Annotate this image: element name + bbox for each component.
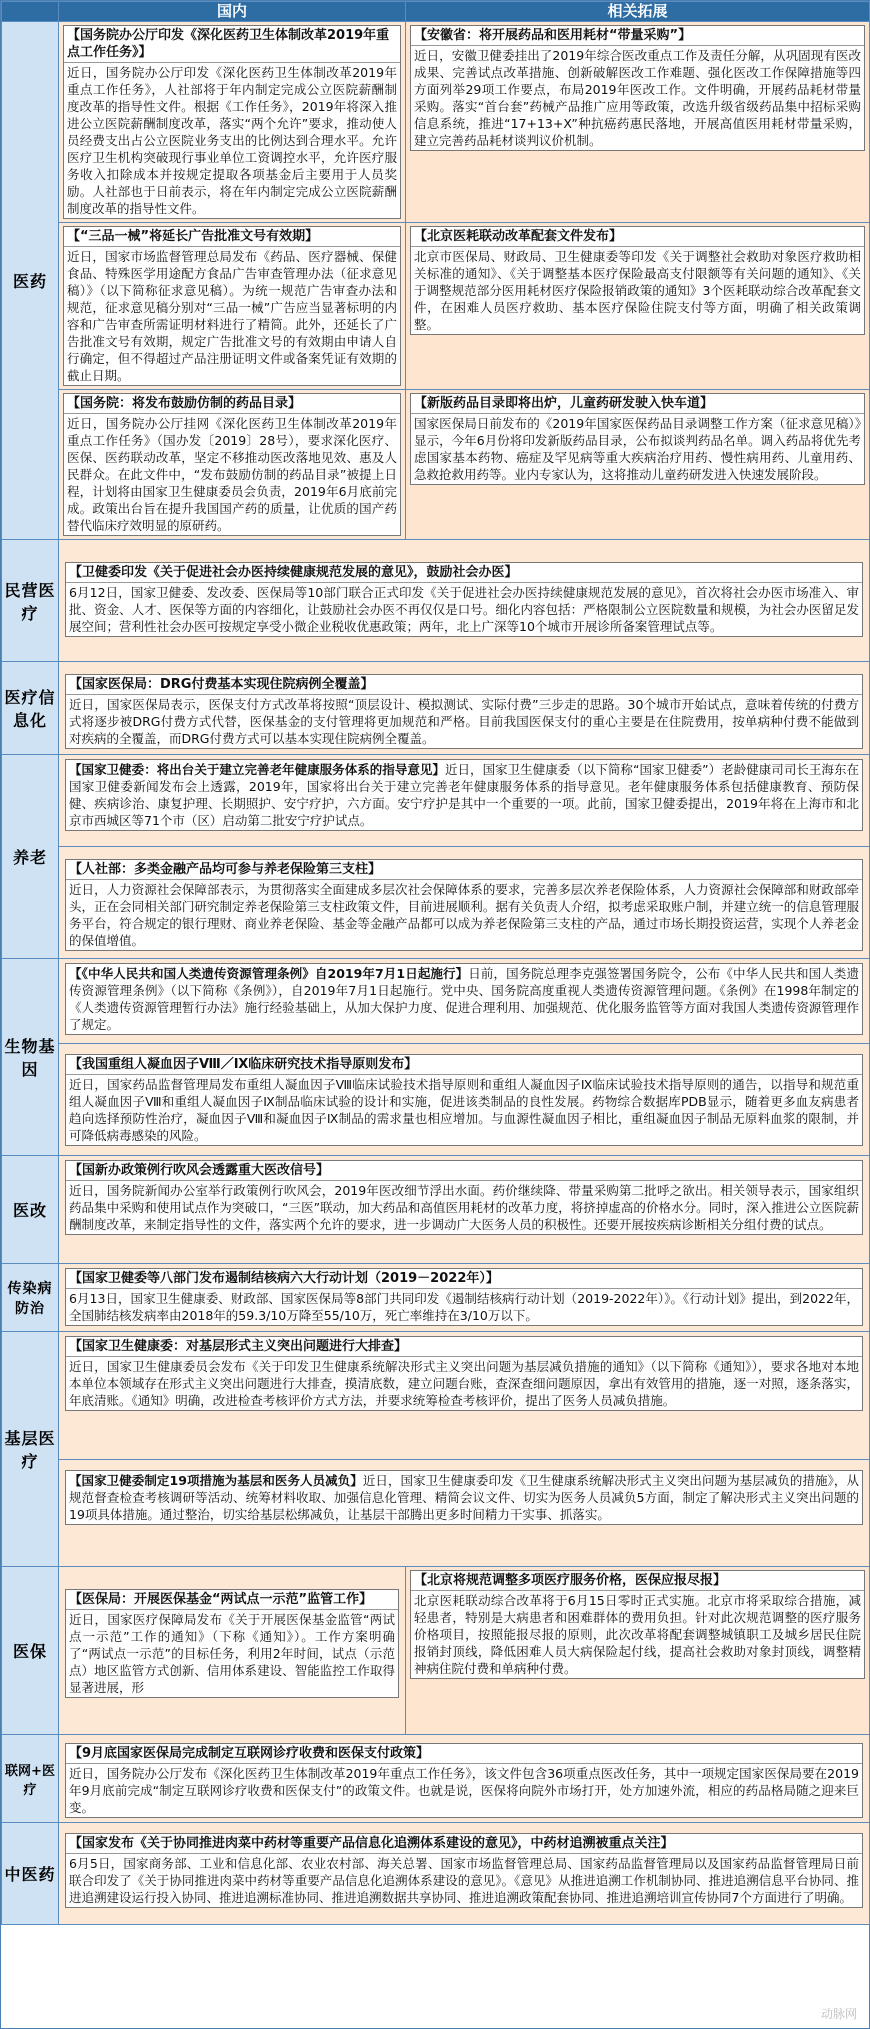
category-primary-care: 基层医疗 [2,1332,59,1567]
table-row [2,1044,870,1156]
item-body: 近日，安徽卫健委挂出了2019年综合医改重点工作及责任分解，从巩固现有医改成果、完善试点改革措施、创新破解医改工作难题、强化医改工作保障措施等四方面列举29项工作要点，布局2019年医改工作。文件明确，开展药品耗材带量采购。落实“首台套”药械产品推广应用等政策，改选升级省级药品集中招标采购信息系统，推进“17+13+X”种抗癌药惠民落地，开展高值医用耗材带量采购，建立完善药品耗材谈判议价机制。 [414,48,861,148]
item-body: 近日，国家卫生健康委印发《卫生健康系统解决形式主义突出问题为基层减负的措施》，从规范督查检查考核调研等活动、统筹材料收取、加强信息化管理、精简会议文件、切实为医务人员减负5方面，制定了解决形式主义突出问题的19项具体措施。通过整治，切实给基层松绑减负，让基层干部腾出更多时间精力干实事、抓落实。 [69,1473,859,1522]
elderly-cell-1 [59,755,870,847]
pharma-left-2 [59,223,406,390]
item-body: 近日，国务院新闻办公室举行政策例行吹风会，2019年医改细节浮出水面。药价继续降、带量采购第二批呼之欲出。相关领导表示，国家组织药品集中采购和使用试点作为突破口，“三医”联动，加大药品和高值医用耗材的改革力度，将挤掉虚高的价格水分。同时，深入推进公立医院薪酬制度改革，来制定指导性的文件，落实两个允许的要求，进一步调动广大医务人员的积极性。还要开展按疾病诊断相关分组付费的试点。 [69,1183,859,1232]
item-body: 近日，国家卫生健康委员会发布《关于印发卫生健康系统解决形式主义突出问题为基层减负措施的通知》（以下简称《通知》），要求各地对本地本单位本领域存在形式主义突出问题进行大排查，摸清底数，建立问题台账，查深查细问题原因，拿出有效管用的措施，逐一对照，逐条落实，年底清账。《通知》明确，改进检查考核评价方式方法，并要求统筹检查考核评价，提出了医务人员减负措施。 [69,1359,859,1408]
pharma-right-3 [406,390,870,540]
watermark: 动脉网 [820,2007,857,2021]
table-header [2,2,870,22]
table-row [2,1823,870,1925]
corner-cell [2,2,59,22]
item-body: 6月12日，国家卫健委、发改委、医保局等10部门联合正式印发《关于促进社会办医持续健康规范发展的意见》，首次将社会办医市场准入、审批、资金、人才、医保等方面的内容细化，让鼓励社会办医不再仅仅是口号。细化内容包括：严格限制公立医院数量和规模，为社会办医留足发展空间；营利性社会办医可按规定享受小微企业税收优惠政策；两年，北上广深等10个城市开展诊所备案管理试点等。 [69,585,859,634]
policy-table [1,1,870,1925]
table-row [2,22,870,223]
item-body: 近日，人力资源社会保障部表示，为贯彻落实全面建成多层次社会保障体系的要求，完善多层次养老保险体系，人力资源社会保障部和财政部牵头，正在会同相关部门研究制定养老保险第三支柱政策文件，目前进展顺利。据有关负责人介绍，拟考虑采取账户制，并建立统一的信息管理服务平台，符合规定的银行理财、商业养老保险、基金等金融产品都可以成为养老保险第三支柱的产品，通过市场长期投资运营，实现个人养老金的保值增值。 [69,882,859,948]
item-title: 【国务院办公厅印发《深化医药卫生体制改革2019年重点工作任务》】 [64,26,400,63]
internet-health-cell [59,1735,870,1823]
item-body: 近日，国务院办公厅挂网《深化医药卫生体制改革2019年重点工作任务》（国办发〔2019〕28号），要求深化医疗、医保、医药联动改革，坚定不移推动医改落地见效、惠及人民群众。在此文件中，“发布鼓励仿制的药品目录”被提上日程，计划将由国家卫生健康委员会负责，2019年6月底前完成。政策出台旨在提升我国国产药的质量，让优质的国产药替代临床疗效明显的原研药。 [67,416,397,533]
item-title: 【我国重组人凝血因子Ⅷ／Ⅸ临床研究技术指导原则发布】 [66,1055,862,1075]
item-text [66,1471,862,1524]
item-body: 近日，国家医保局表示，医保支付方式改革将按照“顶层设计、模拟测试、实际付费”三步走的思路。30个城市开始试点，意味着传统的付费方式将逐步被DRG付费方式代替，医保基金的支付管理将更加规范和严格。目前我国医保支付的重心主要是在住院费用，按单病种付费不能做到对疾病的全覆盖，而DRG付费方式可以基本实现住院病例全覆盖。 [69,697,859,746]
pharma-left-1 [59,22,406,223]
table-row [2,540,870,662]
item-body: 6月5日，国家商务部、工业和信息化部、农业农村部、海关总署、国家市场监督管理总局、国家药品监督管理局以及国家药品监督管理局日前联合印发了《关于协同推进肉菜中药材等重要产品信息化追溯体系建设的意见》。《意见》从推进追溯工作机制协同、推进追溯信息平台协同、推进追溯建设运行投入协同、推进追溯标准协同、推进追溯数据共享协同、推进追溯政策配套协同、推进追溯培训宣传协同7个方面进行了明确。 [69,1856,859,1905]
private-medical-cell [59,540,870,662]
table-row [2,1264,870,1332]
item-body: 北京医耗联动综合改革将于6月15日零时正式实施。北京市将采取综合措施，减轻患者，特别是大病患者和困难群体的费用负担。针对此次规范调整的医疗服务价格项目，按照能报尽报的原则，此次改革将配套调整城镇职工及城乡居民住院报销封顶线，降低困难人员大病保险起付线，提高社会救助对象封顶线，调整精神病住院付费和单病种付费。 [414,1593,861,1676]
category-reform: 医改 [2,1156,59,1264]
tcm-cell [59,1823,870,1925]
medical-it-cell [59,662,870,755]
table-row [2,1332,870,1460]
table-row [2,1156,870,1264]
reform-cell [59,1156,870,1264]
item-title: 【卫健委印发《关于促进社会办医持续健康规范发展的意见》，鼓励社会办医】 [66,563,862,583]
item-title: 【国家发布《关于协同推进肉菜中药材等重要产品信息化追溯体系建设的意见》，中药材追溯被重点关注】 [66,1834,862,1854]
item-text [66,964,862,1034]
category-medical-it: 医疗信息化 [2,662,59,755]
item-body: 国家医保局日前发布的《2019年国家医保药品目录调整工作方案（征求意见稿）》显示，今年6月份将印发新版药品目录，公布拟谈判药品名单。调入药品将优先考虑国家基本药物、癌症及罕见病等重大疾病治疗用药、慢性病用药、儿童用药、急救抢救用药等。业内专家认为，这将推动儿童药研发进入快速发展阶段。 [414,416,861,482]
item-title: 【人社部：多类金融产品均可参与养老保险第三支柱】 [66,860,862,880]
table-row [2,847,870,959]
item-title: 【国家卫生健康委：对基层形式主义突出问题进行大排查】 [66,1337,862,1357]
table-row [2,755,870,847]
item-title: 【北京将规范调整多项医疗服务价格，医保应报尽报】 [411,1571,864,1591]
item-title: 【国务院：将发布鼓励仿制的药品目录】 [64,394,400,414]
category-biogene: 生物基因 [2,959,59,1156]
pharma-right-2 [406,223,870,390]
table-row [2,959,870,1044]
item-body: 近日，国家卫生健康委（以下简称“国家卫健委”）老龄健康司司长王海东在国家卫健委新闻发布会上透露，2019年，国家将出台关于建立完善老年健康服务体系的指导意见。老年健康服务体系包括健康教育、预防保健、疾病诊治、康复护理、长期照护、安宁疗护，六方面。安宁疗护是其中一个重要的一项。此前，国家卫健委提出，2019年将在上海市和北京市西城区等71个市（区）启动第二批安宁疗护试点。 [69,762,859,828]
item-body: 日前，国务院总理李克强签署国务院令，公布《中华人民共和国人类遗传资源管理条例》（以下简称《条例》），自2019年7月1日起施行。党中央、国务院高度重视人类遗传资源管理问题。《条例》在1998年制定的《人类遗传资源管理暂行办法》施行经验基础上，从加大保护力度、促进合理利用、加强规范、优化服务监管等方面对我国人类遗传资源管理作了规定。 [69,966,859,1032]
item-body: 6月13日，国家卫生健康委、财政部、国家医保局等8部门共同印发《遏制结核病行动计划（2019-2022年）》。《行动计划》提出，到2022年，全国肺结核发病率由2018年的59.3/10万降至55/10万，死亡率维持在3/10万以下。 [69,1291,859,1323]
primary-care-cell-2 [59,1460,870,1567]
item-title: 【国家卫健委等八部门发布遏制结核病六大行动计划（2019－2022年）】 [66,1269,862,1289]
item-body: 北京市医保局、财政局、卫生健康委等印发《关于调整社会救助对象医疗救助相关标准的通知》、《关于调整基本医疗保险最高支付限额等有关问题的通知》、《关于调整规范部分医用耗材医疗保险报销政策的通知》3个医耗联动综合改革配套文件，在困难人员医疗救助、基本医疗保险住院支付等方面，明确了相关政策调整。 [414,249,861,332]
insurance-right [406,1567,870,1735]
item-body: 近日，国务院办公厅发布《深化医药卫生体制改革2019年重点工作任务》，该文件包含36项重点医改任务，其中一项规定国家医保局要在2019年9月底前完成“制定互联网诊疗收费和医保支付”的政策文件。也就是说，医保将向院外市场打开，处方加速外流，相应的药品格局随之迎来巨变。 [69,1766,859,1815]
table-row [2,1735,870,1823]
item-title: 【新版药品目录即将出炉，儿童药研发驶入快车道】 [411,394,864,414]
insurance-left [59,1567,406,1735]
pharma-right-1 [406,22,870,223]
item-title: 【国新办政策例行吹风会透露重大医改信号】 [66,1161,862,1181]
table-row [2,1567,870,1735]
item-title: 【9月底国家医保局完成制定互联网诊疗收费和医保支付政策】 [66,1744,862,1764]
elderly-cell-2 [59,847,870,959]
header-domestic: 国内 [59,2,406,22]
item-body: 近日，国务院办公厅印发《深化医药卫生体制改革2019年重点工作任务》，人社部将于年内制定完成公立医院薪酬制度改革的指导性文件。根据《工作任务》，2019年将深入推进公立医院薪酬制度改革，落实“两个允许”要求，推动使人员经费支出占公立医院业务支出的比例达到合理水平。允许医疗卫生机构突破现行事业单位工资调控水平，允许医疗服务收入扣除成本并按规定提取各项基金后主要用于人员奖励。人社部也于日前表示，将在年内制定完成公立医院薪酬制度改革的指导性文件。 [67,65,397,216]
item-title: 【国家卫健委：将出台关于建立完善老年健康服务体系的指导意见】 [69,762,445,777]
category-infectious-disease: 传染病防治 [2,1264,59,1332]
item-body: 近日，国家市场监督管理总局发布《药品、医疗器械、保健食品、特殊医学用途配方食品广告审查管理办法（征求意见稿）》（以下简称征求意见稿）。为统一规范广告审查办法和规范，征求意见稿分别对“三品一械”广告应当显著标明的内容和广告审查所需证明材料进行了精简。此外，还延长了广告批准文号有效期，规定广告批准文号的有效期由申请人自行确定，但不得超过产品注册证明文件或备案凭证有效期的截止日期。 [67,249,397,383]
item-body: 近日，国家药品监督管理局发布重组人凝血因子Ⅷ临床试验技术指导原则和重组人凝血因子Ⅸ临床试验技术指导原则的通告，以指导和规范重组人凝血因子Ⅷ和重组人凝血因子Ⅸ制品临床试验的设计和实施，促进该类制品的良性发展。药物综合数据库PDB显示，随着更多血友病患者趋向选择预防性治疗，凝血因子Ⅷ和凝血因子Ⅸ制品的需求量也相应增加。与血源性凝血因子相比，重组凝血因子制品无原料血浆的限制，并可降低病毒感染的风险。 [69,1077,859,1143]
item-title: 【医保局：开展医保基金“两试点一示范”监管工作】 [66,1590,398,1610]
item-body: 近日，国家医疗保障局发布《关于开展医保基金监管“两试点一示范”工作的通知》（下称《通知》）。工作方案明确了“两试点一示范”的目标任务，利用2年时间，试点（示范点）地区监管方式创新、信用体系建设、智能监控工作取得显著进展，形 [69,1612,395,1695]
biogene-cell-2 [59,1044,870,1156]
item-title: 【国家卫健委制定19项措施为基层和医务人员减负】 [69,1473,363,1488]
table-row [2,223,870,390]
table-row [2,662,870,755]
item-title: 【安徽省：将开展药品和医用耗材“带量采购”】 [411,26,864,46]
table-row [2,1460,870,1567]
category-elderly-care: 养老 [2,755,59,959]
item-title: 【北京医耗联动改革配套文件发布】 [411,227,864,247]
category-private-medical: 民营医疗 [2,540,59,662]
table-row [2,390,870,540]
biogene-cell-1 [59,959,870,1044]
pharma-left-3 [59,390,406,540]
category-internet-health: 联网+医疗 [2,1735,59,1823]
item-title: 【国家医保局：DRG付费基本实现住院病例全覆盖】 [66,675,862,695]
item-text [66,760,862,830]
category-medical-insurance: 医保 [2,1567,59,1735]
infectious-cell [59,1264,870,1332]
category-pharma: 医药 [2,22,59,540]
item-title: 【《中华人民共和国人类遗传资源管理条例》自2019年7月1日起施行】 [69,966,469,981]
category-tcm: 中医药 [2,1823,59,1925]
header-related: 相关拓展 [406,2,870,22]
primary-care-cell-1 [59,1332,870,1460]
item-title: 【“三品一械”将延长广告批准文号有效期】 [64,227,400,247]
